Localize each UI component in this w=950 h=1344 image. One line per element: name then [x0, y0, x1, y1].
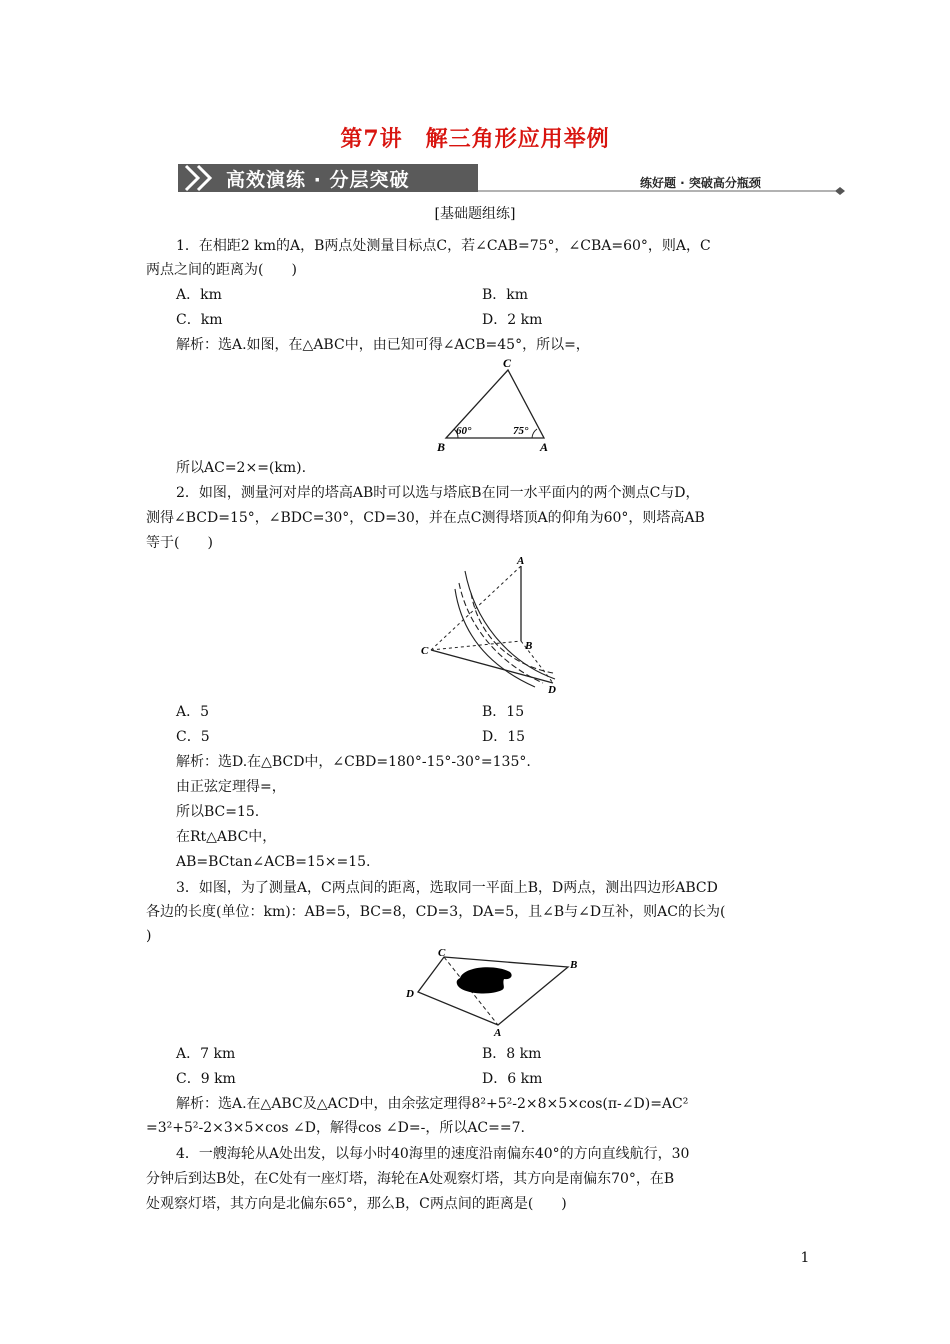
q3-option-c: C．9 km [176, 1071, 236, 1087]
q3-line1: 3．如图，为了测量A，C两点间的距离，选取同一平面上B，D两点，测出四边形ABCD [176, 880, 718, 896]
q1-fig-angle-b: 60° [456, 425, 472, 437]
q3-option-b: B．8 km [482, 1046, 542, 1062]
q4-line2: 分钟后到达B处，在C处有一座灯塔，海轮在A处观察灯塔，其方向是南偏东70°，在B [146, 1171, 675, 1187]
page-title: 第7讲 解三角形应用举例 [340, 126, 610, 152]
page-number: 1 [800, 1250, 810, 1266]
q3-solution-2: =3²+5²-2×3×5×cos ∠D，解得cos ∠D=-，所以AC==7. [146, 1120, 525, 1136]
q1-fig-label-b: B [437, 440, 446, 454]
q1-option-d: D．2 km [482, 312, 543, 328]
q2-option-a: A．5 [176, 704, 210, 720]
q2-solution-2: 由正弦定理得=， [176, 779, 286, 795]
q2-line1: 2．如图，测量河对岸的塔高AB时可以选与塔底B在同一水平面内的两个测点C与D， [176, 485, 700, 501]
q2-line2: 测得∠BCD=15°，∠BDC=30°，CD=30，并在点C测得塔顶A的仰角为60°，则塔高AB [146, 510, 705, 526]
q2-solution-3: 所以BC=15. [176, 804, 260, 820]
q2-fig-label-a: A [517, 555, 525, 567]
q3-option-a: A．7 km [176, 1046, 236, 1062]
q4-line1: 4．一艘海轮从A处出发，以每小时40海里的速度沿南偏东40°的方向直线航行，30 [176, 1146, 690, 1162]
q2-option-d: D．15 [482, 729, 526, 745]
q3-fig-label-a: A [494, 1027, 502, 1038]
section-heading: [基础题组练] [434, 206, 516, 222]
q1-option-a: A．km [176, 287, 222, 303]
q2-line3: 等于( ) [146, 535, 213, 551]
q3-fig-label-d: D [406, 988, 414, 1000]
q2-solution-4: 在Rt△ABC中， [176, 829, 277, 845]
q4-line3: 处观察灯塔，其方向是北偏东65°，那么B，C两点间的距离是( ) [146, 1196, 567, 1212]
q1-fig-label-a: A [540, 440, 549, 454]
q3-line2: 各边的长度(单位：km)：AB=5，BC=8，CD=3，DA=5，且∠B与∠D互补，则AC的长为( [146, 904, 726, 920]
q3-solution-1: 解析：选A.在△ABC及△ACD中，由余弦定理得8²+5²-2×8×5×cos(π-∠D)=AC² [176, 1096, 689, 1112]
q1-triangle-figure [425, 352, 555, 456]
q2-solution-1: 解析：选D.在△BCD中，∠CBD=180°-15°-30°=135°. [176, 754, 531, 770]
q3-fig-label-b: B [570, 959, 578, 971]
q2-tower-figure [415, 553, 570, 698]
q2-option-b: B．15 [482, 704, 525, 720]
q2-fig-label-c: C [421, 645, 429, 657]
q3-quadrilateral-figure [398, 946, 598, 1038]
q1-option-b: B．km [482, 287, 529, 303]
banner-subtitle: 练好题 · 突破高分瓶颈 [640, 176, 761, 190]
q2-option-c: C．5 [176, 729, 210, 745]
q3-fig-label-c: C [438, 947, 446, 959]
q2-solution-5: AB=BCtan∠ACB=15×=15. [176, 854, 371, 870]
q1-solution-1: 解析：选A.如图，在△ABC中，由已知可得∠ACB=45°，所以=， [176, 337, 590, 353]
q2-fig-label-d: D [548, 684, 556, 696]
banner-title: 高效演练 · 分层突破 [226, 169, 410, 191]
q3-option-d: D．6 km [482, 1071, 543, 1087]
q1-fig-label-c: C [503, 356, 512, 370]
q1-line1: 1．在相距2 km的A，B两点处测量目标点C，若∠CAB=75°，∠CBA=60°，则A，C [176, 238, 711, 254]
q2-fig-label-b: B [525, 640, 533, 652]
q1-fig-angle-a: 75° [513, 425, 529, 437]
q1-line2: 两点之间的距离为( ) [146, 262, 297, 278]
q1-solution-2: 所以AC=2×=(km). [176, 460, 307, 476]
q3-line3: ) [146, 928, 152, 944]
q1-option-c: C．km [176, 312, 223, 328]
